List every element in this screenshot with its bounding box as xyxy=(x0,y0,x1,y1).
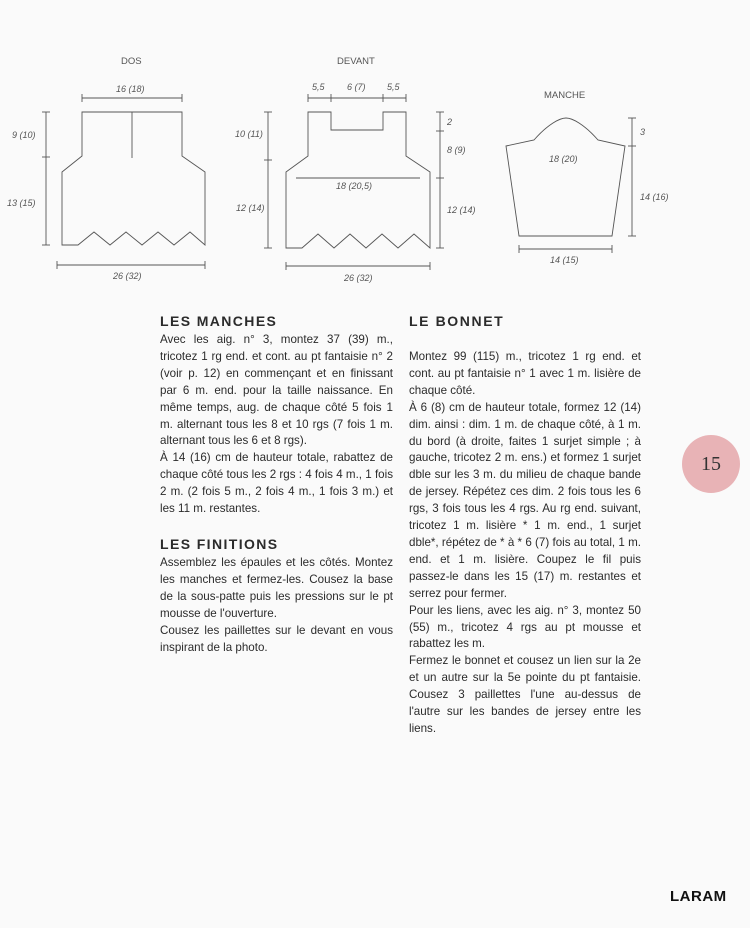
dos-bottom-width: 26 (32) xyxy=(113,271,142,281)
devant-neck-depth: 2 xyxy=(447,117,453,127)
manche-title: MANCHE xyxy=(544,90,586,101)
page-number-badge xyxy=(682,435,740,493)
bonnet-paragraph-1: Montez 99 (115) m., tricotez 1 rg end. et cont. au pt fantaisie n° 1 avec 1 m. lisière de chaque côté. xyxy=(409,350,641,397)
left-column xyxy=(160,312,393,656)
manche-top-width: 18 (20) xyxy=(549,154,578,164)
devant-title: DEVANT xyxy=(337,56,375,67)
manche-cap-height: 3 xyxy=(640,127,646,137)
bonnet-paragraph-3: Pour les liens, avec les aig. n° 3, montez 50 (55) m., tricotez 4 rgs au pt mousse et rabattez les m. xyxy=(409,603,641,651)
page-number: 15 xyxy=(701,452,721,475)
devant-left-upper-height: 10 (11) xyxy=(235,129,263,139)
devant-neck-width: 6 (7) xyxy=(347,82,366,92)
bonnet-paragraph-4: Fermez le bonnet et cousez un lien sur la 2e et un autre sur la 5e pointe du pt fantaisie. Cousez 3 paillettes l'une au-dessus de l'autre sur les bandes de jersey entre les liens. xyxy=(409,654,641,735)
bonnet-heading: LE BONNET xyxy=(409,313,505,329)
dos-top-width: 16 (18) xyxy=(116,84,145,94)
devant-shoulder-right: 5,5 xyxy=(387,82,400,92)
devant-outline xyxy=(286,112,430,248)
bonnet-paragraph-2: À 6 (8) cm de hauteur totale, formez 12 (14) dim. ainsi : dim. 1 m. de chaque côté, à 1 m. du bord (à droite, faites 1 surjet simple ; à gauche, tricotez 2 m. ens.) et formez 1 surjet dble sur les 3 m. du milieu de chaque bande de jersey. Répétez ces dim. 2 fois tous les 6 rgs, 3 fois tous les 4 rgs. Au rg end. suivant, tricotez 1 m. lisière * 1 m. end., 1 surjet dble*, répétez de * à * 6 (7) fois au total, 1 m. end. et 1 m. lisière. Coupez le fil puis passez-le dans les 15 (17) m. restantes et serrez pour fermer. xyxy=(409,400,641,600)
manche-outline xyxy=(506,118,625,236)
finitions-heading: LES FINITIONS xyxy=(160,535,279,552)
finitions-paragraph-1: Assemblez les épaules et les côtés. Montez les manches et fermez-les. Cousez la base de la sous-patte puis les pressions sur le pt mousse de l'ouverture. xyxy=(160,555,393,620)
dos-outline xyxy=(62,112,205,245)
manche-length: 14 (16) xyxy=(640,192,669,202)
devant-left-lower-height: 12 (14) xyxy=(236,203,265,213)
manche-cuff-width: 14 (15) xyxy=(550,255,579,265)
devant-shoulder-left: 5,5 xyxy=(312,82,325,92)
manches-heading: LES MANCHES xyxy=(160,313,278,329)
dos-title: DOS xyxy=(121,56,142,67)
devant-chest-width: 18 (20,5) xyxy=(336,181,373,191)
brand-logo: LARAM xyxy=(670,888,727,905)
devant-right-lower-height: 12 (14) xyxy=(447,205,476,215)
manches-paragraph-2: À 14 (16) cm de hauteur totale, rabattez de chaque côté tous les 2 rgs : 4 fois 4 m., 1 fois 2 m. (2 fois 5 m., 2 fois 4 m., 1 fois 3 m.) et les 11 m. restantes. xyxy=(160,451,393,516)
manches-paragraph-1: Avec les aig. n° 3, montez 37 (39) m., tricotez 1 rg end. et cont. au pt fantaisie n° 2 (voir p. 12) en commençant et en finissant par 6 m. end. pour la taille naissance. En même temps, aug. de chaque côté 5 fois 1 m. alternant tous les 8 et 10 rgs (7 fois 1 m. alternant tous les 6 et 8 rgs). xyxy=(160,333,393,448)
devant-bottom-width: 26 (32) xyxy=(344,273,373,283)
right-column xyxy=(409,312,641,738)
finitions-paragraph-2: Cousez les paillettes sur le devant en vous inspirant de la photo. xyxy=(160,623,393,654)
devant-right-upper-height: 8 (9) xyxy=(447,145,466,155)
dos-body-height: 13 (15) xyxy=(7,198,36,208)
dos-armhole-height: 9 (10) xyxy=(12,130,36,140)
pattern-schematics xyxy=(0,0,750,300)
